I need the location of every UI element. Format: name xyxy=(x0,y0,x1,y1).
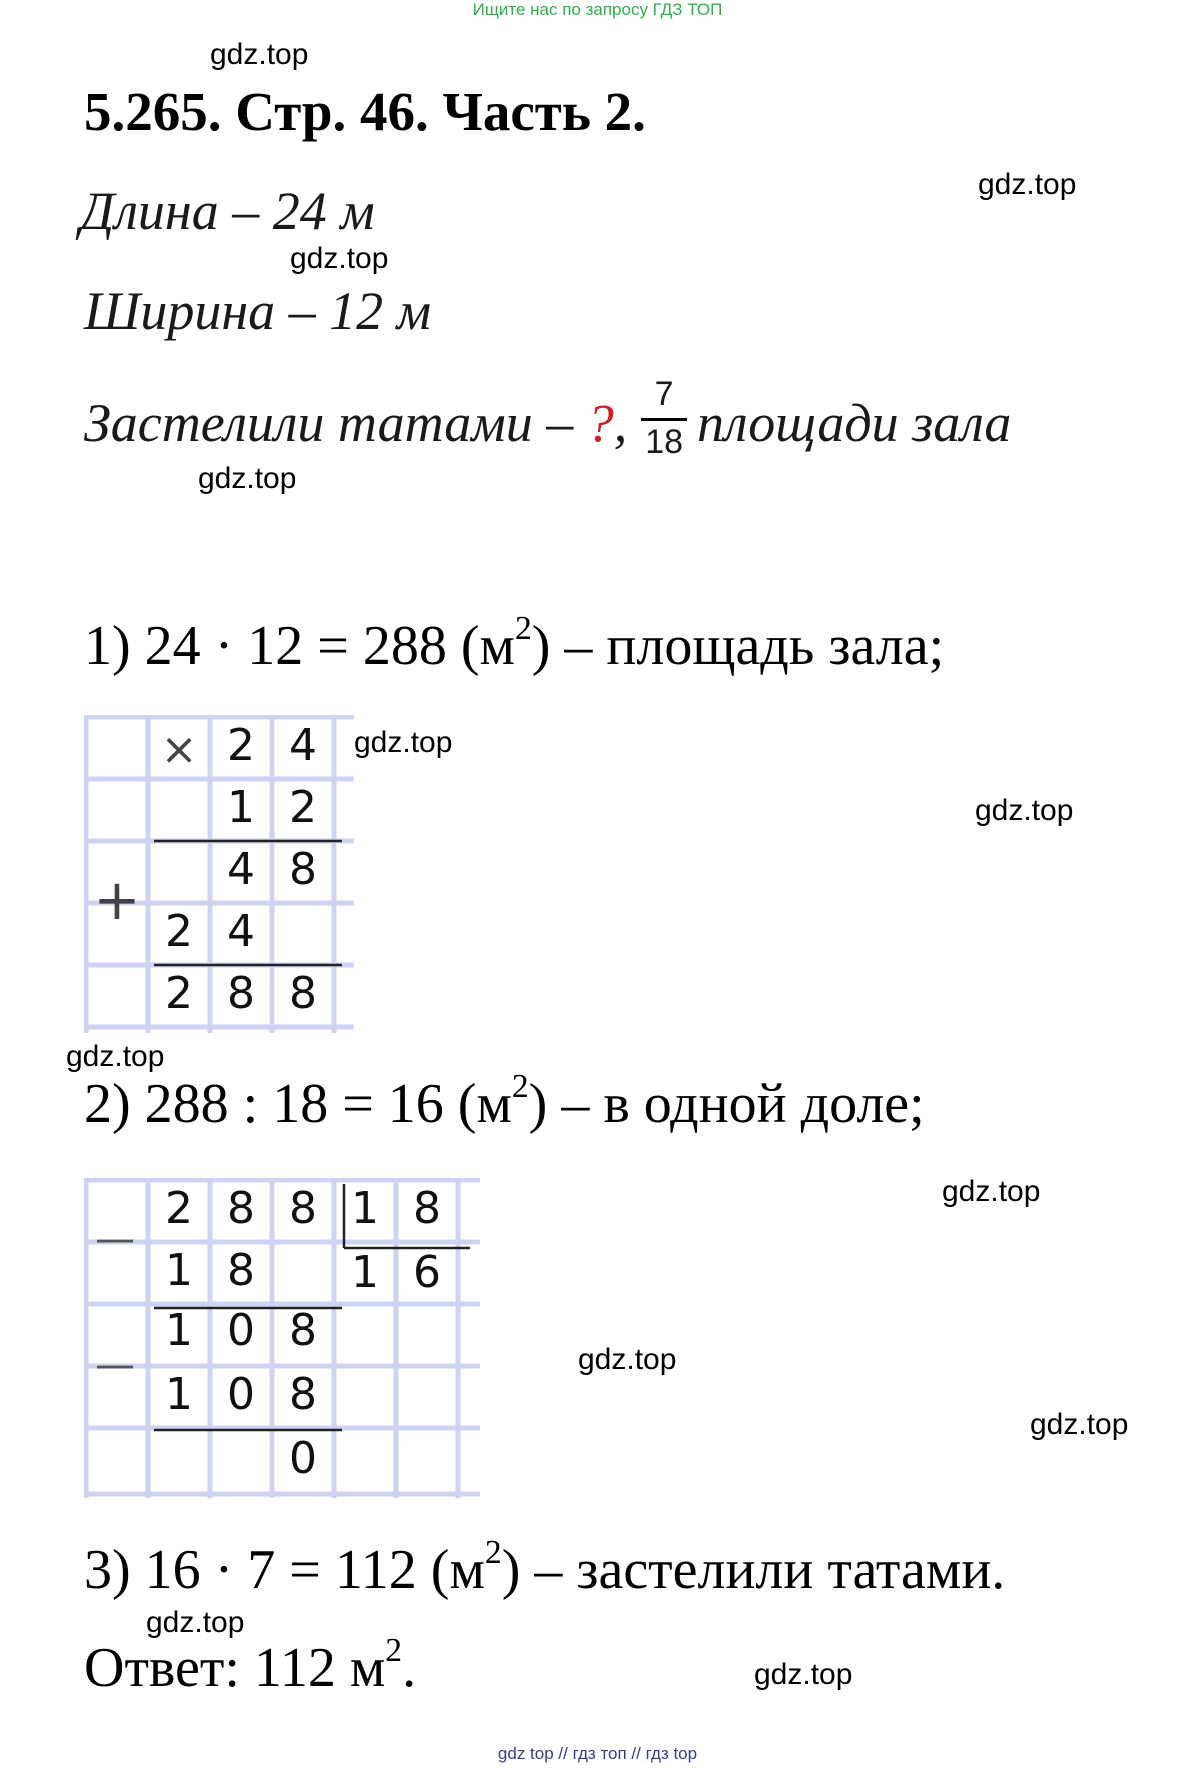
digit: 1 xyxy=(165,1305,193,1356)
digit: 0 xyxy=(289,1433,317,1484)
digit: 1 xyxy=(165,1369,193,1420)
covered-suffix: площади зала xyxy=(697,392,1012,453)
digit: 8 xyxy=(227,1183,255,1234)
step-2-text: 2) 288 : 18 = 16 (м xyxy=(84,1073,512,1135)
digit: 1 xyxy=(227,782,255,833)
step-2-sup: 2 xyxy=(511,1067,529,1105)
digit: 8 xyxy=(289,1183,317,1234)
watermark: gdz.top xyxy=(66,1040,165,1073)
watermark: gdz.top xyxy=(210,38,309,71)
fraction-denominator: 18 xyxy=(641,418,687,462)
digit: 2 xyxy=(227,720,255,771)
digit: 4 xyxy=(227,844,255,895)
watermark: gdz.top xyxy=(975,794,1074,827)
watermark: gdz.top xyxy=(942,1175,1041,1208)
digit: 4 xyxy=(289,720,317,771)
digit: 1 xyxy=(165,1245,193,1296)
times-sign: × xyxy=(160,724,198,775)
answer xyxy=(84,1631,417,1700)
fraction xyxy=(641,375,687,462)
digit: 2 xyxy=(165,906,193,957)
plus-sign: + xyxy=(93,868,141,933)
given-width: Ширина – 12 м xyxy=(84,281,432,341)
covered-prefix: Застелили татами – xyxy=(84,392,587,453)
digit: 0 xyxy=(227,1305,255,1356)
digit: 4 xyxy=(227,906,255,957)
step-3-sup: 2 xyxy=(484,1533,502,1571)
watermark: gdz.top xyxy=(198,462,297,495)
watermark: gdz.top xyxy=(290,242,389,275)
watermark: gdz.top xyxy=(978,168,1077,201)
digit: 1 xyxy=(351,1247,379,1298)
page-title: 5.265. Стр. 46. Часть 2. xyxy=(84,81,646,142)
multiplication-grid xyxy=(84,715,354,1035)
step-1-text: 1) 24 · 12 = 288 (м xyxy=(84,615,515,677)
digit: 8 xyxy=(289,844,317,895)
digit: 8 xyxy=(227,1245,255,1296)
digit: 6 xyxy=(413,1247,441,1298)
division-grid xyxy=(84,1178,484,1508)
digit: 0 xyxy=(227,1369,255,1420)
watermark: gdz.top xyxy=(1030,1408,1129,1441)
comma: , xyxy=(613,392,628,453)
step-1-sup: 2 xyxy=(514,609,532,647)
step-1-rest: ) – площадь зала; xyxy=(531,615,945,677)
answer-text: Ответ: 112 м xyxy=(84,1637,386,1699)
minus-sign: — xyxy=(95,1216,135,1262)
digit: 8 xyxy=(289,968,317,1019)
footer-links[interactable]: gdz top // гдз топ // гдз top xyxy=(497,1744,698,1763)
digit: 1 xyxy=(351,1183,379,1234)
digit: 8 xyxy=(227,968,255,1019)
digit: 8 xyxy=(289,1305,317,1356)
digit: 2 xyxy=(165,968,193,1019)
fraction-numerator: 7 xyxy=(654,375,674,413)
given-length: Длина – 24 м xyxy=(80,181,375,241)
watermark: gdz.top xyxy=(578,1343,677,1376)
watermark: gdz.top xyxy=(146,1606,245,1639)
step-2 xyxy=(84,1067,925,1136)
step-2-rest: ) – в одной доле; xyxy=(528,1073,925,1135)
digit: 8 xyxy=(413,1183,441,1234)
minus-sign: — xyxy=(95,1342,135,1388)
digit: 2 xyxy=(165,1183,193,1234)
question-mark: ? xyxy=(586,392,614,453)
step-3 xyxy=(84,1533,1006,1602)
answer-period: . xyxy=(402,1637,417,1699)
step-3-rest: ) – застелили татами. xyxy=(501,1539,1006,1601)
digit: 2 xyxy=(289,782,317,833)
watermark: gdz.top xyxy=(754,1658,853,1691)
answer-sup: 2 xyxy=(385,1631,403,1669)
promo-banner[interactable]: Ищите нас по запросу ГДЗ ТОП xyxy=(472,0,723,19)
step-1 xyxy=(84,609,945,678)
digit: 8 xyxy=(289,1369,317,1420)
given-covered xyxy=(84,375,1012,472)
watermark: gdz.top xyxy=(354,726,453,759)
step-3-text: 3) 16 · 7 = 112 (м xyxy=(84,1539,485,1601)
